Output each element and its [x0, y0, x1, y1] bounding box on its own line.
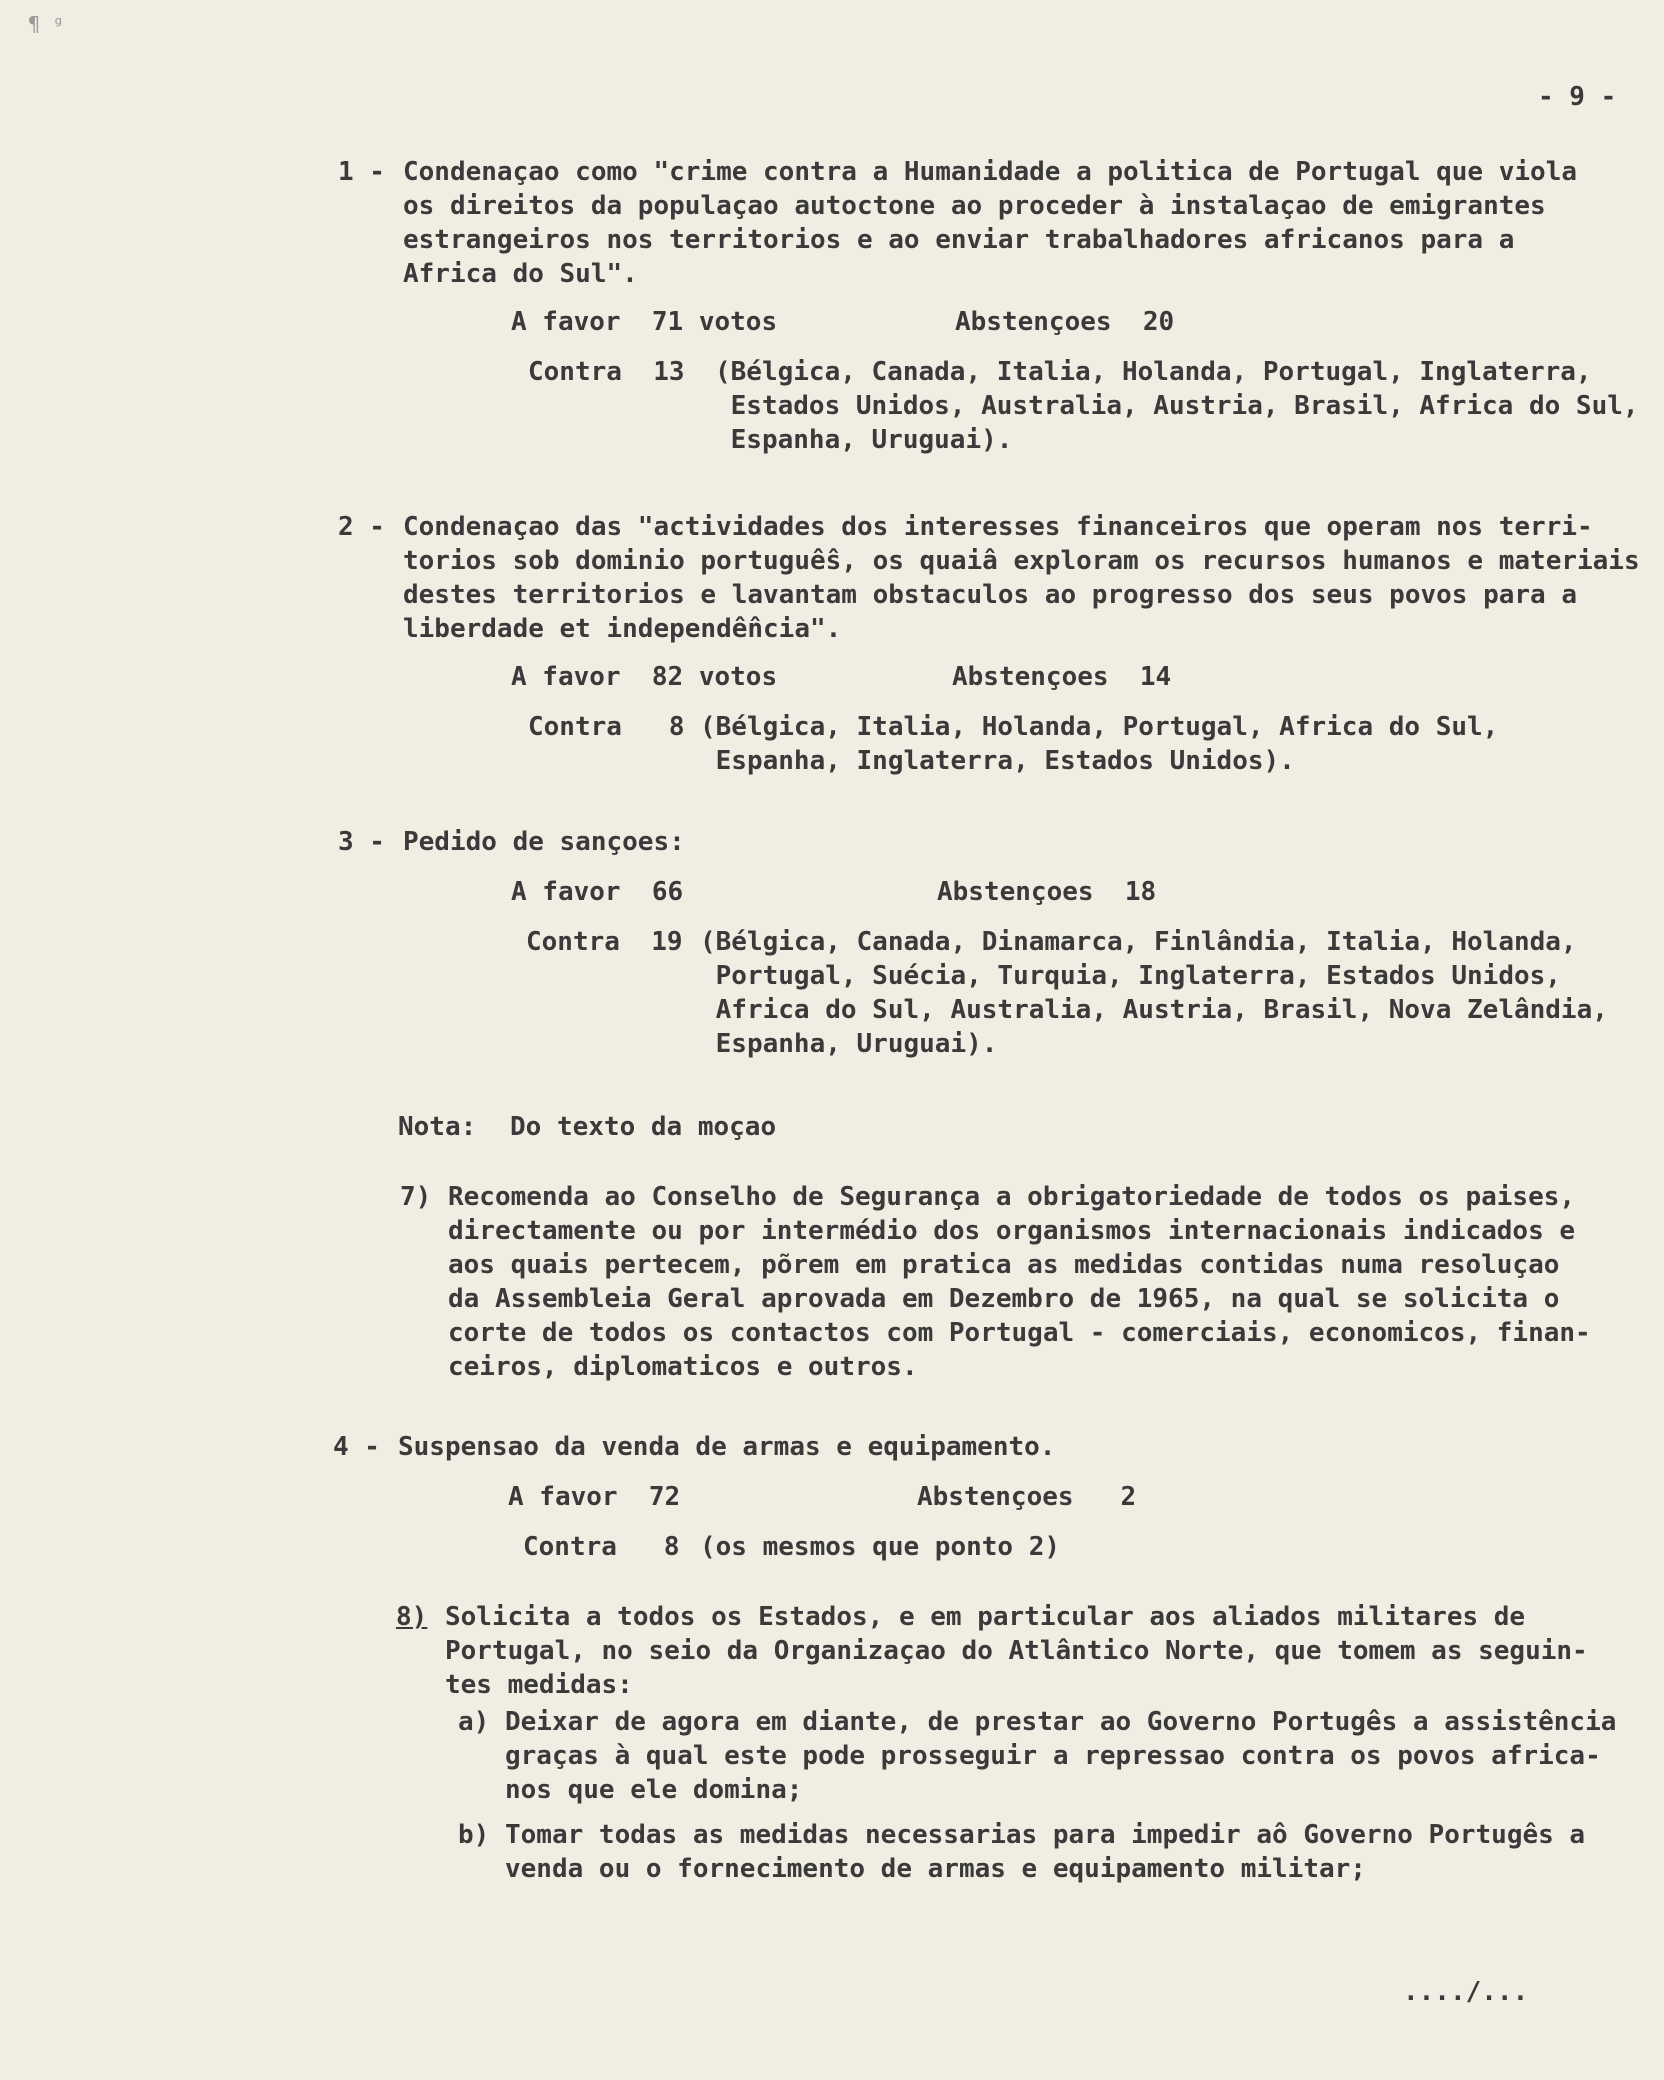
- nota-label: Nota:: [398, 1112, 477, 1142]
- item-2-contra-line: (Bélgica, Italia, Holanda, Portugal, Africa do Sul,: [700, 712, 1499, 742]
- nota-line: Recomenda ao Conselho de Segurança a obrigatoriedade de todos os paises,: [448, 1182, 1576, 1212]
- item-3-contra-line: Portugal, Suécia, Turquia, Inglaterra, Estados Unidos,: [700, 961, 1561, 991]
- item-1-favor: A favor 71 votos: [511, 307, 778, 337]
- item-1-number: 1 -: [338, 157, 385, 187]
- item-3-contra-line: (Bélgica, Canada, Dinamarca, Finlândia, Italia, Holanda,: [700, 927, 1577, 957]
- item-1-line: Africa do Sul".: [403, 259, 638, 289]
- page-number: - 9 -: [1538, 82, 1617, 112]
- item-2-favor: A favor 82 votos: [511, 662, 778, 692]
- nota-line: corte de todos os contactos com Portugal - comerciais, economicos, finan-: [448, 1318, 1591, 1348]
- item-2-contra-line: Espanha, Inglaterra, Estados Unidos).: [700, 746, 1295, 776]
- subitem-a-label: a): [458, 1707, 490, 1737]
- subitem-b-label: b): [458, 1820, 490, 1850]
- subitem-a-line: Deixar de agora em diante, de prestar ao Governo Portugês a assistência: [505, 1707, 1617, 1737]
- item-4-favor: A favor 72: [508, 1482, 681, 1512]
- subitem-a-line: graças à qual este pode prosseguir a repressao contra os povos africa-: [505, 1741, 1601, 1771]
- nota-text: Do texto da moçao: [510, 1112, 777, 1142]
- paragraph-8-line: Portugal, no seio da Organizaçao do Atlântico Norte, que tomem as seguin-: [445, 1636, 1588, 1666]
- item-4-contra-text: (os mesmos que ponto 2): [700, 1532, 1061, 1562]
- item-1-contra-line: (Bélgica, Canada, Italia, Holanda, Portugal, Inglaterra,: [715, 357, 1592, 387]
- item-2-number: 2 -: [338, 512, 385, 542]
- nota-line: da Assembleia Geral aprovada em Dezembro de 1965, na qual se solicita o: [448, 1284, 1560, 1314]
- item-1-line: Condenaçao como "crime contra a Humanidade a politica de Portugal que viola: [403, 157, 1577, 187]
- item-1-contra-label: Contra 13: [528, 357, 685, 387]
- nota-line: aos quais pertecem, põrem em pratica as medidas contidas numa resoluçao: [448, 1250, 1560, 1280]
- item-3-title: Pedido de sançoes:: [403, 827, 685, 857]
- item-2-line: torios sob dominio portuguê̂s, os quaiâ exploram os recursos humanos e materiais: [403, 546, 1640, 576]
- item-1-line: os direitos da populaçao autoctone ao proceder à instalaçao de emigrantes: [403, 191, 1546, 221]
- item-4-contra-label: Contra 8: [523, 1532, 680, 1562]
- item-2-contra-label: Contra 8: [528, 712, 685, 742]
- item-1-contra-line: Estados Unidos, Australia, Austria, Brasil, Africa do Sul,: [715, 391, 1639, 421]
- item-3-contra-line: Espanha, Uruguai).: [700, 1029, 998, 1059]
- item-3-contra-line: Africa do Sul, Australia, Austria, Brasil, Nova Zelândia,: [700, 995, 1608, 1025]
- item-2-line: destes territorios e lavantam obstaculos ao progresso dos seus povos para a: [403, 580, 1577, 610]
- subitem-b-line: venda ou o fornecimento de armas e equipamento militar;: [505, 1854, 1366, 1884]
- paragraph-8-number: 8): [396, 1602, 428, 1632]
- subitem-a-line: nos que ele domina;: [505, 1775, 803, 1805]
- paragraph-8-line: tes medidas:: [445, 1670, 633, 1700]
- item-1-contra-line: Espanha, Uruguai).: [715, 425, 1013, 455]
- item-3-contra-label: Contra 19: [526, 927, 683, 957]
- item-3-number: 3 -: [338, 827, 385, 857]
- nota-line: ceiros, diplomaticos e outros.: [448, 1352, 918, 1382]
- paragraph-8-line: Solicita a todos os Estados, e em particular aos aliados militares de: [445, 1602, 1526, 1632]
- item-3-abstencoes: Abstençoes 18: [937, 877, 1157, 907]
- nota-paragraph-number: 7): [400, 1182, 432, 1212]
- nota-line: directamente ou por intermédio dos organismos internacionais indicados e: [448, 1216, 1576, 1246]
- item-4-abstencoes: Abstençoes 2: [917, 1482, 1137, 1512]
- item-4-number: 4 -: [333, 1432, 380, 1462]
- item-2-line: liberdade et independê̂ncia".: [403, 614, 842, 644]
- corner-mark: ¶ ᵍ: [28, 12, 65, 36]
- item-2-abstencoes: Abstençoes 14: [952, 662, 1172, 692]
- item-1-line: estrangeiros nos territorios e ao enviar trabalhadores africanos para a: [403, 225, 1515, 255]
- item-1-abstencoes: Abstençoes 20: [955, 307, 1175, 337]
- item-2-line: Condenaçao das "actividades dos interesses financeiros que operam nos terri-: [403, 512, 1593, 542]
- subitem-b-line: Tomar todas as medidas necessarias para impedir aô Governo Portugês a: [505, 1820, 1586, 1850]
- continuation-mark: ..../...: [1403, 1977, 1529, 2007]
- item-3-favor: A favor 66: [511, 877, 684, 907]
- item-4-title: Suspensao da venda de armas e equipamento.: [398, 1432, 1056, 1462]
